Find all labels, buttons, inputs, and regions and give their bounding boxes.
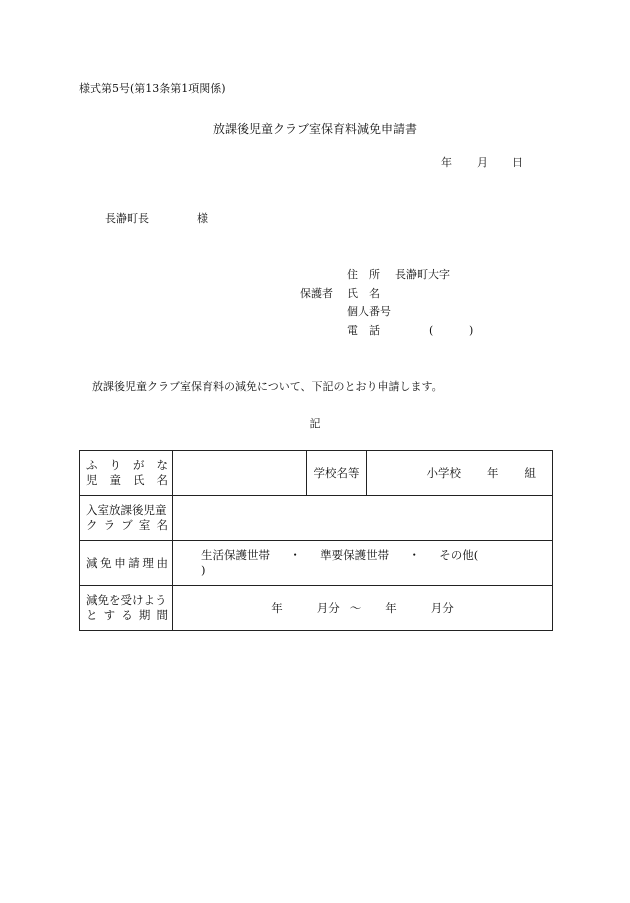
application-table xyxy=(79,450,553,631)
table-row xyxy=(80,451,553,496)
header-char: り xyxy=(109,458,121,473)
club-room-header-top: 入室放課後児童 xyxy=(86,503,167,518)
reason-options-cell[interactable] xyxy=(173,541,553,586)
header-char: が xyxy=(133,458,145,473)
header-char: ク xyxy=(86,518,98,532)
school-suffix: 小学校 xyxy=(426,465,461,480)
club-room-header-cell xyxy=(80,496,173,541)
period-header-cell xyxy=(80,586,173,631)
date-year-label: 年 xyxy=(441,156,452,169)
date-day-label: 日 xyxy=(512,156,523,169)
period-from-year: 年 xyxy=(271,600,283,615)
request-sentence: 放課後児童クラブ室保育料の減免について、下記のとおり申請します。 xyxy=(92,380,443,393)
table-row xyxy=(80,496,553,541)
class-unit: 組 xyxy=(524,465,536,480)
header-char: ラ xyxy=(103,518,116,532)
header-char: 減 xyxy=(86,555,98,570)
school-label: 学校名等 xyxy=(313,465,360,480)
header-char: ブ xyxy=(121,518,133,532)
header-char: 期 xyxy=(138,608,151,622)
child-name-input-cell[interactable] xyxy=(173,451,307,496)
header-char: る xyxy=(121,608,133,622)
phone-open-paren: ( xyxy=(429,324,434,337)
header-char: 免 xyxy=(100,555,112,570)
address-label: 住 所 xyxy=(347,268,380,281)
header-char: 室 xyxy=(138,518,151,532)
header-char: 氏 xyxy=(133,473,145,487)
phone-close-paren: ) xyxy=(469,324,474,337)
period-from-month: 月分 xyxy=(316,600,340,615)
date-month-label: 月 xyxy=(477,156,488,169)
reason-option-other[interactable]: その他( xyxy=(439,548,479,563)
header-char: す xyxy=(103,608,116,622)
guardian-label: 保護者 xyxy=(300,287,333,300)
child-name-header xyxy=(86,473,168,488)
address-value: 長瀞町大字 xyxy=(395,268,450,281)
document-title: 放課後児童クラブ室保育料減免申請書 xyxy=(212,122,417,136)
school-label-cell xyxy=(307,451,367,496)
personal-number-label: 個人番号 xyxy=(347,305,391,318)
addressee-honorific: 様 xyxy=(197,212,208,225)
club-room-input-cell[interactable] xyxy=(173,496,553,541)
ki-mark: 記 xyxy=(309,417,321,430)
header-char: 申 xyxy=(114,555,126,570)
period-header-top: 減免を受けよう xyxy=(86,593,167,608)
grade-unit: 年 xyxy=(487,465,499,480)
reason-option-quasi-welfare[interactable]: 準要保護世帯 xyxy=(320,548,390,563)
table-row xyxy=(80,541,553,586)
reason-header-cell xyxy=(80,541,173,586)
header-char: 請 xyxy=(128,555,140,570)
school-input-cell[interactable] xyxy=(367,451,553,496)
period-to-year: 年 xyxy=(385,600,397,615)
header-char: 間 xyxy=(156,608,168,622)
header-char: 童 xyxy=(109,473,121,487)
reason-separator: ・ xyxy=(289,548,301,563)
furigana-header xyxy=(86,458,168,473)
header-char: と xyxy=(86,608,98,622)
phone-label: 電 話 xyxy=(347,324,380,337)
form-number: 様式第5号(第13条第1項関係) xyxy=(79,82,226,95)
header-char: 理 xyxy=(142,555,154,570)
child-name-header-cell xyxy=(80,451,173,496)
header-char: 名 xyxy=(156,518,168,532)
reason-separator: ・ xyxy=(408,548,420,563)
club-room-header-bottom xyxy=(86,518,168,533)
header-char: ふ xyxy=(86,458,98,473)
period-tilde: ～ xyxy=(349,600,362,615)
addressee-name: 長瀞町長 xyxy=(105,212,149,225)
reason-header xyxy=(86,556,168,571)
period-header-bottom xyxy=(86,608,168,623)
period-input-cell[interactable] xyxy=(173,586,553,631)
header-char: 児 xyxy=(86,473,98,487)
reason-option-welfare[interactable]: 生活保護世帯 xyxy=(201,548,270,563)
header-char: 名 xyxy=(156,473,168,487)
header-char: な xyxy=(156,458,168,473)
reason-other-close-paren: ) xyxy=(201,563,206,577)
period-to-month: 月分 xyxy=(430,600,454,615)
name-label: 氏 名 xyxy=(347,287,380,300)
table-row xyxy=(80,586,553,631)
header-char: 由 xyxy=(156,555,168,570)
